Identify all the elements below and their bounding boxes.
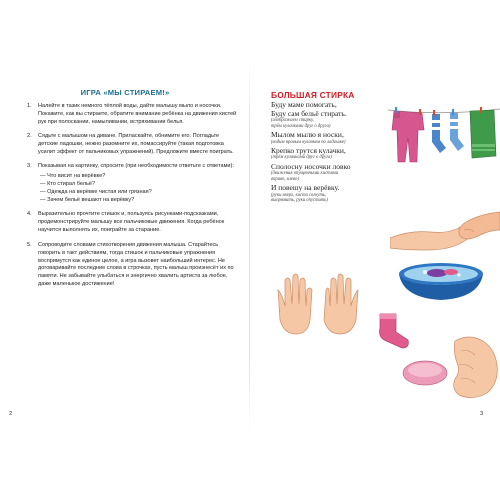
poem-line: Сполосну носочки ловко xyxy=(271,161,351,171)
gesture-note: выпрямить, руки опустить) xyxy=(271,198,328,204)
gesture-note: (движения опущенными кистями xyxy=(271,171,339,177)
poem-line: Крепко трутся кулачки, xyxy=(271,145,346,155)
gesture-note: (руки вверх, кисти согнуть, xyxy=(271,192,327,198)
gesture-note: (изображаем стирку, xyxy=(271,118,315,124)
laundry-line-illustration xyxy=(388,100,500,180)
poem-stanza xyxy=(271,131,399,145)
poem-stanza xyxy=(271,163,399,183)
instruction-step xyxy=(27,242,237,289)
game-title: ИГРА «МЫ СТИРАЕМ!» xyxy=(80,88,170,97)
step-text: Налейте в тазик немного тёплой воды, дайте малышу мыло и носочки. Покажите, как вы стираете, обратите внимание ребёнка на движения кистей рук при полоскании, намыливании, встряхивании белья. xyxy=(38,103,237,125)
gesture-note: вправо, влево) xyxy=(271,176,299,182)
question-item: — Зачем бельё вешают на верёвку? xyxy=(40,197,135,204)
instruction-step xyxy=(27,103,237,127)
poem-line: И повешу на верёвку. xyxy=(271,183,340,193)
page-number-left: 2 xyxy=(9,411,13,417)
poem-stanza xyxy=(271,184,399,204)
instruction-step xyxy=(27,211,237,235)
step-number: 5. xyxy=(27,241,32,248)
poem-stanza xyxy=(271,101,399,130)
open-palms-illustration xyxy=(270,270,366,340)
poem-title: БОЛЬШАЯ СТИРКА xyxy=(271,90,355,100)
instruction-list xyxy=(27,103,237,296)
gesture-note: (трём кулачками друг о друга) xyxy=(271,155,332,161)
poem xyxy=(271,101,399,206)
gesture-note: (водим правым кулачком по ладошке) xyxy=(271,139,346,145)
rubbing-hands-illustration xyxy=(390,200,500,260)
soap-hands-illustration xyxy=(395,325,500,405)
step-number: 4. xyxy=(27,211,32,218)
poem-line: Буду сам бельё стирать. xyxy=(271,108,347,118)
question-item: — Одежда на верёвке чистая или грязная? xyxy=(40,189,152,196)
page-number-right: 3 xyxy=(480,411,484,417)
gesture-note: трём кулачками друг о друга) xyxy=(271,123,331,129)
step-text: Показывая на картинку, спросите (при необходимости ответьте с ответами): xyxy=(38,163,234,170)
poem-line: Буду маме помогать, xyxy=(271,100,337,109)
step-number: 1. xyxy=(27,103,32,109)
poem-line: Мылом мылю я носки, xyxy=(271,130,344,140)
right-page xyxy=(250,0,500,500)
question-item: — Кто стирал бельё? xyxy=(40,181,96,188)
instruction-step xyxy=(27,133,237,157)
poem-stanza xyxy=(271,147,399,161)
step-number: 2. xyxy=(27,133,32,140)
step-text: Сопроводите словами стихотворения движения малыша. Старайтесь говорить в такт действиям, тогда стишок и пальчиковые упражнения воспримутся как единое целое, а игра вызовет наибольший интерес. Не договаривайте последние слова в строчках, пусть малыш произнесёт их по памяти. Не забывайте улыбаться и энергично хвалить артиста за любое, даже маленькое достижение! xyxy=(38,241,234,288)
question-item: — Что висит на верёвке? xyxy=(40,173,106,180)
question-list xyxy=(38,173,237,205)
step-text: Сядьте с малышом на диване. Приласкайте, обнимите его. Погладьте детские ладошки, нежно разомните их, помассируйте (такая подготовка усилит эффект от пальчиковых упражнений). Предложите вместе поиграть. xyxy=(38,133,234,156)
wash-basin-illustration xyxy=(397,260,485,305)
step-text: Выразительно прочтите стишок и, пользуясь рисунками-подсказками, продемонстрируйте малышу все пальчиковые движения. Когда ребёнок научится выполнять их, поиграйте за старание. xyxy=(38,211,225,234)
step-number: 3. xyxy=(27,163,32,170)
instruction-step xyxy=(27,163,237,205)
